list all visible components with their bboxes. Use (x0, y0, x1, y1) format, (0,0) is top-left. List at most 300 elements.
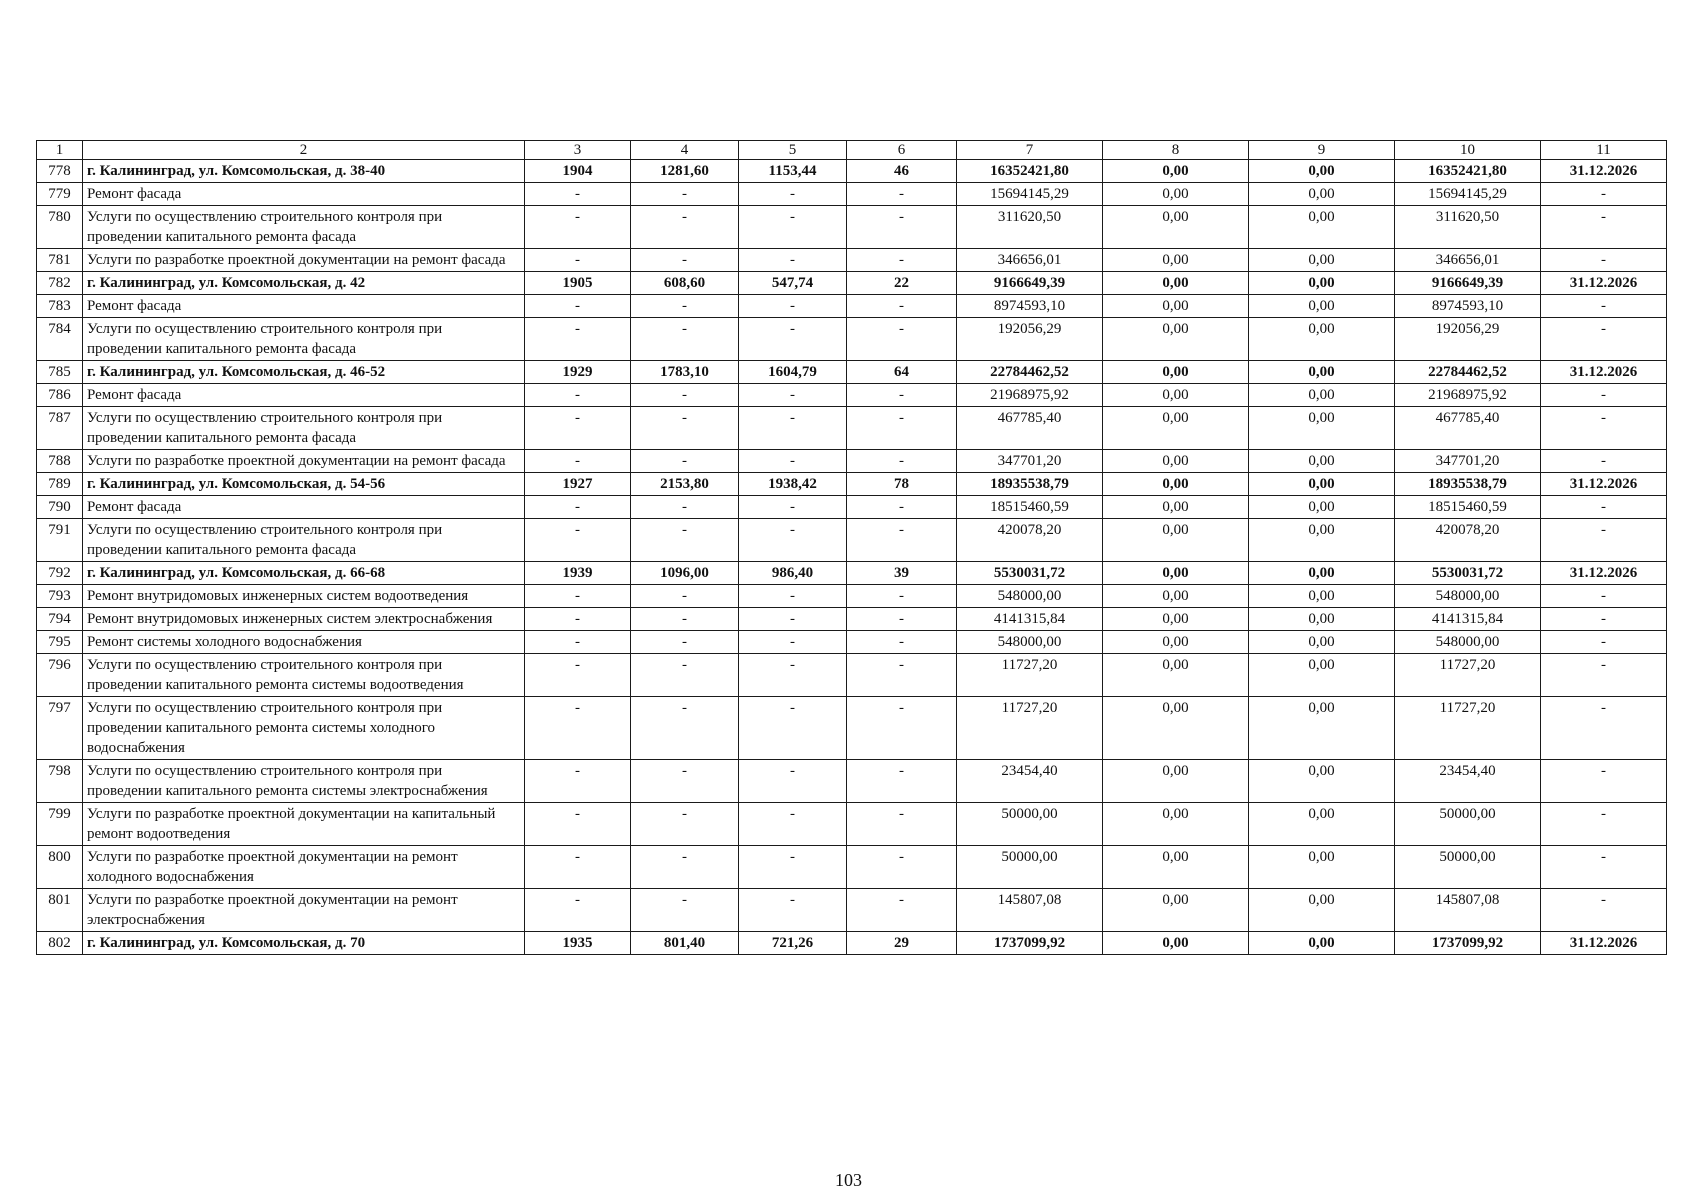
cost-col10-cell: 311620,50 (1395, 206, 1541, 249)
item-name-cell: г. Калининград, ул. Комсомольская, д. 42 (83, 272, 525, 295)
area-total-cell: - (631, 384, 739, 407)
cost-col8-cell: 0,00 (1103, 654, 1249, 697)
year-cell: 1929 (525, 361, 631, 384)
work-item-row (37, 407, 1667, 450)
area-living-cell: 547,74 (739, 272, 847, 295)
area-living-cell: - (739, 889, 847, 932)
item-name-cell: Услуги по осуществлению строительного контроля при проведении капитального ремонта системы электроснабжения (83, 760, 525, 803)
deadline-cell: 31.12.2026 (1541, 473, 1667, 496)
residents-cell: - (847, 846, 957, 889)
row-number-cell: 788 (37, 450, 83, 473)
cost-col9-cell: 0,00 (1249, 631, 1395, 654)
deadline-cell: - (1541, 846, 1667, 889)
area-total-cell: 1281,60 (631, 160, 739, 183)
cost-col8-cell: 0,00 (1103, 384, 1249, 407)
area-total-cell: - (631, 889, 739, 932)
cost-col8-cell: 0,00 (1103, 697, 1249, 760)
address-row (37, 932, 1667, 955)
cost-col10-cell: 16352421,80 (1395, 160, 1541, 183)
work-item-row (37, 183, 1667, 206)
area-total-cell: - (631, 846, 739, 889)
year-cell: - (525, 846, 631, 889)
cost-col10-cell: 420078,20 (1395, 519, 1541, 562)
work-item-row (37, 654, 1667, 697)
area-living-cell: 721,26 (739, 932, 847, 955)
deadline-cell: - (1541, 249, 1667, 272)
total-cost-cell: 192056,29 (957, 318, 1103, 361)
deadline-cell: - (1541, 803, 1667, 846)
residents-cell: - (847, 206, 957, 249)
cost-col10-cell: 50000,00 (1395, 803, 1541, 846)
area-total-cell: - (631, 183, 739, 206)
item-name-cell: Услуги по осуществлению строительного контроля при проведении капитального ремонта системы холодного водоснабжения (83, 697, 525, 760)
area-living-cell: - (739, 496, 847, 519)
column-header: 1 (37, 141, 83, 160)
area-living-cell: - (739, 206, 847, 249)
item-name-cell: Услуги по разработке проектной документации на ремонт электроснабжения (83, 889, 525, 932)
total-cost-cell: 50000,00 (957, 803, 1103, 846)
item-name-cell: г. Калининград, ул. Комсомольская, д. 54-56 (83, 473, 525, 496)
area-total-cell: - (631, 295, 739, 318)
area-living-cell: - (739, 295, 847, 318)
cost-col9-cell: 0,00 (1249, 295, 1395, 318)
year-cell: - (525, 631, 631, 654)
cost-col10-cell: 11727,20 (1395, 697, 1541, 760)
deadline-cell: - (1541, 889, 1667, 932)
cost-col8-cell: 0,00 (1103, 889, 1249, 932)
item-name-cell: Услуги по осуществлению строительного контроля при проведении капитального ремонта фасада (83, 206, 525, 249)
cost-col9-cell: 0,00 (1249, 183, 1395, 206)
cost-col10-cell: 23454,40 (1395, 760, 1541, 803)
total-cost-cell: 467785,40 (957, 407, 1103, 450)
area-living-cell: - (739, 384, 847, 407)
residents-cell: 22 (847, 272, 957, 295)
area-living-cell: - (739, 803, 847, 846)
column-header: 4 (631, 141, 739, 160)
area-total-cell: 2153,80 (631, 473, 739, 496)
column-header: 11 (1541, 141, 1667, 160)
year-cell: - (525, 496, 631, 519)
cost-col9-cell: 0,00 (1249, 889, 1395, 932)
total-cost-cell: 5530031,72 (957, 562, 1103, 585)
deadline-cell: - (1541, 631, 1667, 654)
deadline-cell: - (1541, 585, 1667, 608)
work-item-row (37, 519, 1667, 562)
item-name-cell: Ремонт внутридомовых инженерных систем водоотведения (83, 585, 525, 608)
total-cost-cell: 4141315,84 (957, 608, 1103, 631)
cost-col8-cell: 0,00 (1103, 496, 1249, 519)
row-number-cell: 795 (37, 631, 83, 654)
cost-col10-cell: 347701,20 (1395, 450, 1541, 473)
residents-cell: - (847, 384, 957, 407)
item-name-cell: Услуги по разработке проектной документации на капитальный ремонт водоотведения (83, 803, 525, 846)
residents-cell: - (847, 519, 957, 562)
item-name-cell: Услуги по осуществлению строительного контроля при проведении капитального ремонта фасада (83, 519, 525, 562)
area-total-cell: - (631, 407, 739, 450)
area-living-cell: - (739, 249, 847, 272)
address-row (37, 272, 1667, 295)
item-name-cell: Услуги по осуществлению строительного контроля при проведении капитального ремонта фасада (83, 318, 525, 361)
year-cell: - (525, 206, 631, 249)
deadline-cell: 31.12.2026 (1541, 361, 1667, 384)
residents-cell: 64 (847, 361, 957, 384)
work-item-row (37, 846, 1667, 889)
residents-cell: 46 (847, 160, 957, 183)
year-cell: - (525, 519, 631, 562)
deadline-cell: - (1541, 654, 1667, 697)
work-item-row (37, 496, 1667, 519)
cost-col9-cell: 0,00 (1249, 932, 1395, 955)
capital-repair-table (36, 140, 1667, 955)
column-header: 2 (83, 141, 525, 160)
cost-col9-cell: 0,00 (1249, 803, 1395, 846)
cost-col8-cell: 0,00 (1103, 562, 1249, 585)
residents-cell: 78 (847, 473, 957, 496)
deadline-cell: - (1541, 407, 1667, 450)
residents-cell: - (847, 585, 957, 608)
total-cost-cell: 21968975,92 (957, 384, 1103, 407)
area-total-cell: - (631, 450, 739, 473)
deadline-cell: - (1541, 183, 1667, 206)
cost-col8-cell: 0,00 (1103, 760, 1249, 803)
residents-cell: - (847, 295, 957, 318)
row-number-cell: 781 (37, 249, 83, 272)
year-cell: - (525, 295, 631, 318)
area-total-cell: - (631, 631, 739, 654)
total-cost-cell: 420078,20 (957, 519, 1103, 562)
deadline-cell: 31.12.2026 (1541, 160, 1667, 183)
area-total-cell: 801,40 (631, 932, 739, 955)
cost-col9-cell: 0,00 (1249, 249, 1395, 272)
year-cell: - (525, 249, 631, 272)
cost-col10-cell: 15694145,29 (1395, 183, 1541, 206)
column-header: 6 (847, 141, 957, 160)
total-cost-cell: 11727,20 (957, 697, 1103, 760)
total-cost-cell: 311620,50 (957, 206, 1103, 249)
row-number-cell: 792 (37, 562, 83, 585)
row-number-cell: 780 (37, 206, 83, 249)
cost-col8-cell: 0,00 (1103, 295, 1249, 318)
item-name-cell: Услуги по разработке проектной документации на ремонт фасада (83, 450, 525, 473)
page-number: 103 (835, 1170, 862, 1190)
year-cell: - (525, 760, 631, 803)
year-cell: 1927 (525, 473, 631, 496)
cost-col10-cell: 50000,00 (1395, 846, 1541, 889)
total-cost-cell: 145807,08 (957, 889, 1103, 932)
deadline-cell: - (1541, 760, 1667, 803)
item-name-cell: г. Калининград, ул. Комсомольская, д. 66-68 (83, 562, 525, 585)
work-item-row (37, 608, 1667, 631)
address-row (37, 160, 1667, 183)
item-name-cell: Услуги по осуществлению строительного контроля при проведении капитального ремонта системы водоотведения (83, 654, 525, 697)
row-number-cell: 786 (37, 384, 83, 407)
work-item-row (37, 384, 1667, 407)
residents-cell: - (847, 697, 957, 760)
item-name-cell: Услуги по разработке проектной документации на ремонт холодного водоснабжения (83, 846, 525, 889)
cost-col10-cell: 192056,29 (1395, 318, 1541, 361)
address-row (37, 473, 1667, 496)
residents-cell: - (847, 803, 957, 846)
row-number-cell: 785 (37, 361, 83, 384)
cost-col9-cell: 0,00 (1249, 846, 1395, 889)
cost-col8-cell: 0,00 (1103, 450, 1249, 473)
column-header: 10 (1395, 141, 1541, 160)
residents-cell: - (847, 889, 957, 932)
cost-col8-cell: 0,00 (1103, 932, 1249, 955)
year-cell: - (525, 585, 631, 608)
year-cell: - (525, 183, 631, 206)
cost-col9-cell: 0,00 (1249, 206, 1395, 249)
total-cost-cell: 548000,00 (957, 631, 1103, 654)
residents-cell: - (847, 407, 957, 450)
year-cell: - (525, 407, 631, 450)
area-total-cell: - (631, 519, 739, 562)
area-total-cell: - (631, 608, 739, 631)
row-number-cell: 790 (37, 496, 83, 519)
year-cell: 1939 (525, 562, 631, 585)
cost-col9-cell: 0,00 (1249, 760, 1395, 803)
residents-cell: - (847, 760, 957, 803)
deadline-cell: 31.12.2026 (1541, 932, 1667, 955)
item-name-cell: г. Калининград, ул. Комсомольская, д. 46-52 (83, 361, 525, 384)
cost-col8-cell: 0,00 (1103, 608, 1249, 631)
area-living-cell: - (739, 631, 847, 654)
cost-col8-cell: 0,00 (1103, 846, 1249, 889)
area-living-cell: - (739, 519, 847, 562)
work-item-row (37, 318, 1667, 361)
cost-col10-cell: 18515460,59 (1395, 496, 1541, 519)
row-number-cell: 801 (37, 889, 83, 932)
cost-col9-cell: 0,00 (1249, 384, 1395, 407)
year-cell: - (525, 384, 631, 407)
item-name-cell: Услуги по осуществлению строительного контроля при проведении капитального ремонта фасада (83, 407, 525, 450)
item-name-cell: Ремонт внутридомовых инженерных систем электроснабжения (83, 608, 525, 631)
area-living-cell: - (739, 846, 847, 889)
area-total-cell: 608,60 (631, 272, 739, 295)
address-row (37, 562, 1667, 585)
work-item-row (37, 585, 1667, 608)
area-total-cell: - (631, 318, 739, 361)
total-cost-cell: 347701,20 (957, 450, 1103, 473)
cost-col9-cell: 0,00 (1249, 585, 1395, 608)
deadline-cell: - (1541, 295, 1667, 318)
work-item-row (37, 697, 1667, 760)
deadline-cell: - (1541, 318, 1667, 361)
year-cell: 1904 (525, 160, 631, 183)
cost-col8-cell: 0,00 (1103, 407, 1249, 450)
cost-col8-cell: 0,00 (1103, 206, 1249, 249)
cost-col10-cell: 11727,20 (1395, 654, 1541, 697)
work-item-row (37, 760, 1667, 803)
column-header: 3 (525, 141, 631, 160)
residents-cell: - (847, 450, 957, 473)
area-living-cell: 1153,44 (739, 160, 847, 183)
area-living-cell: - (739, 318, 847, 361)
cost-col8-cell: 0,00 (1103, 803, 1249, 846)
cost-col10-cell: 9166649,39 (1395, 272, 1541, 295)
area-living-cell: - (739, 697, 847, 760)
cost-col9-cell: 0,00 (1249, 697, 1395, 760)
cost-col9-cell: 0,00 (1249, 361, 1395, 384)
area-living-cell: - (739, 450, 847, 473)
total-cost-cell: 18515460,59 (957, 496, 1103, 519)
item-name-cell: Ремонт системы холодного водоснабжения (83, 631, 525, 654)
total-cost-cell: 50000,00 (957, 846, 1103, 889)
area-total-cell: - (631, 496, 739, 519)
area-total-cell: - (631, 697, 739, 760)
row-number-cell: 798 (37, 760, 83, 803)
row-number-cell: 784 (37, 318, 83, 361)
year-cell: 1905 (525, 272, 631, 295)
cost-col10-cell: 1737099,92 (1395, 932, 1541, 955)
row-number-cell: 799 (37, 803, 83, 846)
cost-col8-cell: 0,00 (1103, 160, 1249, 183)
residents-cell: - (847, 183, 957, 206)
area-living-cell: - (739, 654, 847, 697)
cost-col8-cell: 0,00 (1103, 183, 1249, 206)
row-number-cell: 796 (37, 654, 83, 697)
column-header: 8 (1103, 141, 1249, 160)
area-total-cell: 1783,10 (631, 361, 739, 384)
work-item-row (37, 889, 1667, 932)
work-item-row (37, 206, 1667, 249)
area-living-cell: 1604,79 (739, 361, 847, 384)
row-number-cell: 783 (37, 295, 83, 318)
cost-col9-cell: 0,00 (1249, 450, 1395, 473)
cost-col9-cell: 0,00 (1249, 608, 1395, 631)
work-item-row (37, 249, 1667, 272)
area-total-cell: - (631, 760, 739, 803)
area-living-cell: - (739, 183, 847, 206)
area-total-cell: 1096,00 (631, 562, 739, 585)
deadline-cell: - (1541, 450, 1667, 473)
cost-col10-cell: 346656,01 (1395, 249, 1541, 272)
cost-col10-cell: 548000,00 (1395, 631, 1541, 654)
deadline-cell: 31.12.2026 (1541, 562, 1667, 585)
area-living-cell: - (739, 760, 847, 803)
area-living-cell: - (739, 585, 847, 608)
cost-col9-cell: 0,00 (1249, 654, 1395, 697)
year-cell: - (525, 803, 631, 846)
item-name-cell: Ремонт фасада (83, 384, 525, 407)
area-total-cell: - (631, 654, 739, 697)
cost-col10-cell: 548000,00 (1395, 585, 1541, 608)
cost-col8-cell: 0,00 (1103, 585, 1249, 608)
residents-cell: - (847, 631, 957, 654)
year-cell: - (525, 450, 631, 473)
area-living-cell: 1938,42 (739, 473, 847, 496)
total-cost-cell: 9166649,39 (957, 272, 1103, 295)
row-number-cell: 789 (37, 473, 83, 496)
row-number-cell: 782 (37, 272, 83, 295)
year-cell: - (525, 654, 631, 697)
total-cost-cell: 18935538,79 (957, 473, 1103, 496)
column-number-header-row (37, 141, 1667, 160)
row-number-cell: 791 (37, 519, 83, 562)
work-item-row (37, 450, 1667, 473)
item-name-cell: Ремонт фасада (83, 496, 525, 519)
column-header: 9 (1249, 141, 1395, 160)
cost-col10-cell: 467785,40 (1395, 407, 1541, 450)
row-number-cell: 797 (37, 697, 83, 760)
item-name-cell: г. Калининград, ул. Комсомольская, д. 38-40 (83, 160, 525, 183)
row-number-cell: 800 (37, 846, 83, 889)
total-cost-cell: 1737099,92 (957, 932, 1103, 955)
deadline-cell: - (1541, 206, 1667, 249)
residents-cell: - (847, 318, 957, 361)
cost-col8-cell: 0,00 (1103, 272, 1249, 295)
year-cell: - (525, 318, 631, 361)
deadline-cell: - (1541, 519, 1667, 562)
area-living-cell: - (739, 407, 847, 450)
work-item-row (37, 631, 1667, 654)
cost-col8-cell: 0,00 (1103, 631, 1249, 654)
row-number-cell: 778 (37, 160, 83, 183)
area-total-cell: - (631, 585, 739, 608)
row-number-cell: 802 (37, 932, 83, 955)
cost-col8-cell: 0,00 (1103, 361, 1249, 384)
total-cost-cell: 548000,00 (957, 585, 1103, 608)
total-cost-cell: 23454,40 (957, 760, 1103, 803)
cost-col8-cell: 0,00 (1103, 473, 1249, 496)
cost-col9-cell: 0,00 (1249, 496, 1395, 519)
total-cost-cell: 346656,01 (957, 249, 1103, 272)
deadline-cell: - (1541, 496, 1667, 519)
total-cost-cell: 8974593,10 (957, 295, 1103, 318)
row-number-cell: 787 (37, 407, 83, 450)
area-total-cell: - (631, 249, 739, 272)
cost-col10-cell: 145807,08 (1395, 889, 1541, 932)
year-cell: - (525, 608, 631, 631)
year-cell: - (525, 889, 631, 932)
cost-col9-cell: 0,00 (1249, 519, 1395, 562)
residents-cell: 29 (847, 932, 957, 955)
document-table-wrapper (36, 140, 1666, 955)
deadline-cell: - (1541, 608, 1667, 631)
column-header: 5 (739, 141, 847, 160)
total-cost-cell: 15694145,29 (957, 183, 1103, 206)
cost-col8-cell: 0,00 (1103, 318, 1249, 361)
item-name-cell: Ремонт фасада (83, 183, 525, 206)
cost-col9-cell: 0,00 (1249, 318, 1395, 361)
cost-col10-cell: 4141315,84 (1395, 608, 1541, 631)
cost-col10-cell: 5530031,72 (1395, 562, 1541, 585)
residents-cell: - (847, 608, 957, 631)
residents-cell: - (847, 496, 957, 519)
cost-col10-cell: 22784462,52 (1395, 361, 1541, 384)
address-row (37, 361, 1667, 384)
area-total-cell: - (631, 206, 739, 249)
item-name-cell: г. Калининград, ул. Комсомольская, д. 70 (83, 932, 525, 955)
cost-col10-cell: 21968975,92 (1395, 384, 1541, 407)
table-body (37, 141, 1667, 955)
row-number-cell: 793 (37, 585, 83, 608)
area-total-cell: - (631, 803, 739, 846)
cost-col10-cell: 18935538,79 (1395, 473, 1541, 496)
cost-col9-cell: 0,00 (1249, 473, 1395, 496)
row-number-cell: 779 (37, 183, 83, 206)
total-cost-cell: 16352421,80 (957, 160, 1103, 183)
cost-col9-cell: 0,00 (1249, 272, 1395, 295)
work-item-row (37, 803, 1667, 846)
area-living-cell: 986,40 (739, 562, 847, 585)
residents-cell: 39 (847, 562, 957, 585)
year-cell: 1935 (525, 932, 631, 955)
item-name-cell: Ремонт фасада (83, 295, 525, 318)
cost-col9-cell: 0,00 (1249, 562, 1395, 585)
residents-cell: - (847, 654, 957, 697)
work-item-row (37, 295, 1667, 318)
